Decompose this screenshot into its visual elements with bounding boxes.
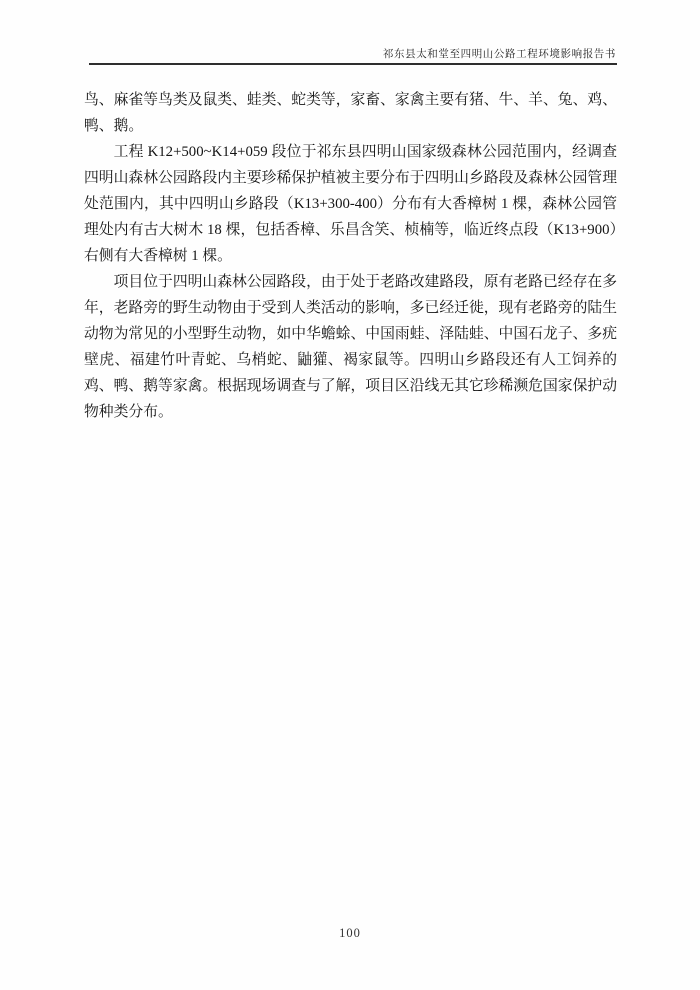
paragraph-roadside-wildlife-survey: 项目位于四明山森林公园路段，由于处于老路改建路段，原有老路已经存在多年，老路旁的野生动物由于受到人类活动的影响，多已经迁徙，现有老路旁的陆生动物为常见的小型野生动物，如中华蟾蜍、中国雨蛙、泽陆蛙、中国石龙子、多疣壁虎、福建竹叶青蛇、乌梢蛇、鼬獾、褐家鼠等。四明山乡路段还有人工饲养的鸡、鸭、鹅等家禽。根据现场调查与了解，项目区沿线无其它珍稀濒危国家保护动物种类分布。 — [84, 274, 617, 420]
paragraph-forest-park-protected-flora: 工程 K12+500~K14+059 段位于祁东县四明山国家级森林公园范围内，经调查四明山森林公园路段内主要珍稀保护植被主要分布于四明山乡路段及森林公园管理处范围内，其中四明山乡路段（K13+300-400）分布有大香樟树 1 棵，森林公园管理处内有古大树木 18 棵，包括香樟、乐昌含笑、桢楠等，临近终点段（K13+900）右侧有大香樟树 1 棵。 — [84, 144, 617, 264]
document-body — [84, 87, 617, 425]
paragraph-fauna-list-continued: 鸟、麻雀等鸟类及鼠类、蛙类、蛇类等，家畜、家禽主要有猪、牛、羊、兔、鸡、鸭、鹅。 — [84, 92, 617, 134]
header-divider-rule — [89, 63, 617, 65]
page-number: 100 — [339, 926, 361, 940]
page-footer — [0, 924, 700, 942]
running-header-title: 祁东县太和堂至四明山公路工程环境影响报告书 — [382, 49, 616, 60]
